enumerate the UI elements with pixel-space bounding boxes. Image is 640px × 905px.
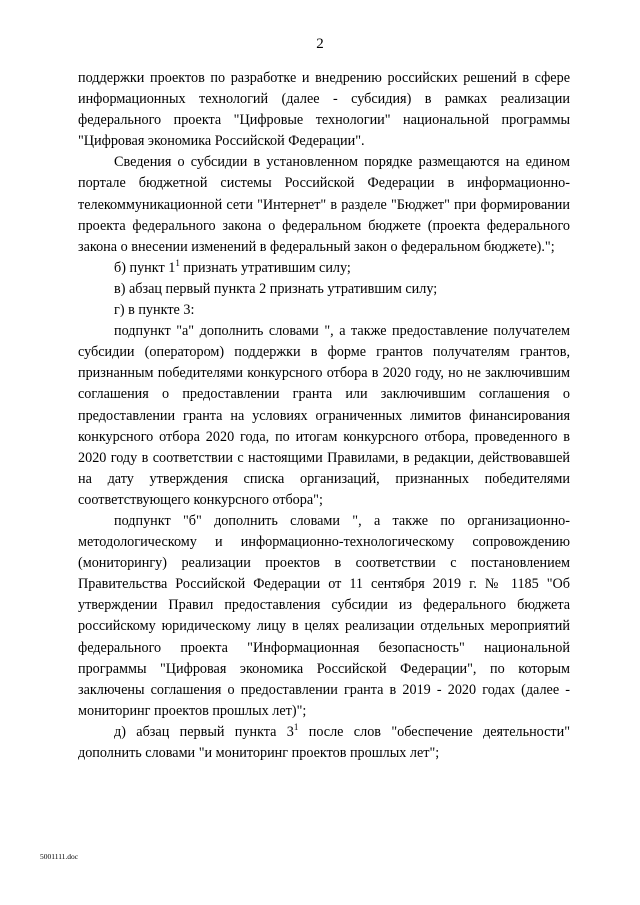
page-number: 2 xyxy=(316,36,324,52)
item-d-superscript: 1 xyxy=(293,721,299,732)
paragraph-subitem-a: подпункт "а" дополнить словами ", а также предоставление получателем субсидии (оператором) поддержки в форме грантов получателям грантов, признанным победителями конкурсного отбора в 2020 году, но не заключившим соглашения о предоставлении гранта или заключившим соглашения о предоставлении гранта на условиях ограниченных лимитов финансирования конкурсного отбора 2020 года, по итогам конкурсного отбора, проведенного в 2020 году в соответствии с настоящими Правилами, в редакции, действовавшей на дату утверждения списка организаций, признанных победителями соответствующего конкурсного отбора"; xyxy=(78,323,570,508)
item-d-text-start: д) абзац первый пункта 3 xyxy=(114,723,294,740)
footer-file-name: 5001111.doc xyxy=(40,852,79,861)
paragraph-subsidy-info-publication: Сведения о субсидии в установленном порядке размещаются на едином портале бюджетной системы Российской Федерации в информационно-телекоммуникационной сети "Интернет" в разделе "Бюджет" при формировании проекта федерального закона о федеральном бюджете (проекта федерального закона о внесении изменений в федеральный закон о федеральном бюджете)."; xyxy=(78,154,570,255)
document-body xyxy=(78,68,570,764)
paragraph-subitem-b: подпункт "б" дополнить словами ", а также по организационно-методологическому и информационно-технологическому сопровождению (мониторингу) реализации проектов в соответствии с постановлением Правительства Российской Федерации от 11 сентября 2019 г. № 1185 "Об утверждении Правил предоставления субсидии из федерального бюджета российскому юридическому лицу в целях реализации отдельных мероприятий федерального проекта "Информационная безопасность" национальной программы "Цифровая экономика Российской Федерации", по которым заключены соглашения о предоставлении гранта в 2019 - 2020 годах (далее - мониторинг проектов прошлых лет)"; xyxy=(78,512,570,719)
item-d-text-end: после слов "обеспечение деятельности" дополнить словами "и мониторинг проектов прошлых лет"; xyxy=(78,723,570,761)
item-b-text-start: б) пункт 1 xyxy=(114,259,176,276)
paragraph-item-g: г) в пункте 3: xyxy=(114,302,195,319)
paragraph-item-d xyxy=(78,722,570,764)
item-b-superscript: 1 xyxy=(175,257,180,268)
paragraph-subsidy-purpose: поддержки проектов по разработке и внедрению российских решений в сфере информационных технологий (далее - субсидия) в рамках реализации федерального проекта "Цифровые технологии" национальной программы "Цифровая экономика Российской Федерации". xyxy=(78,70,570,150)
paragraph-item-b xyxy=(78,258,570,279)
paragraph-item-v: в) абзац первый пункта 2 признать утратившим силу; xyxy=(114,280,438,297)
item-b-text-end: признать утратившим силу; xyxy=(179,259,351,276)
